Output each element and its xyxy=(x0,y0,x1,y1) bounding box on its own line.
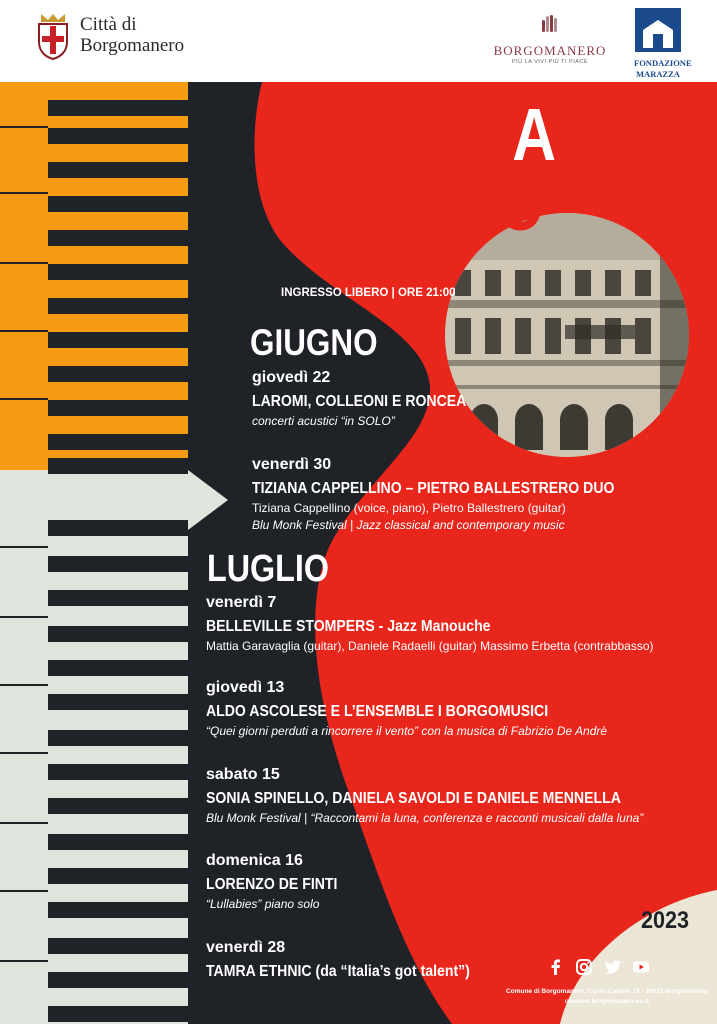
header-bar xyxy=(0,0,717,82)
piano-black-key xyxy=(48,660,188,676)
event-date: venerdì 7 xyxy=(206,594,277,611)
event-item xyxy=(252,368,496,430)
year: 2023 xyxy=(641,907,690,934)
piano-black-key xyxy=(48,868,188,884)
event-title xyxy=(206,961,470,983)
event-detail: concerti acustici “in SOLO” xyxy=(252,414,395,428)
piano-key-separator xyxy=(0,616,48,618)
month-july: LUGLIO xyxy=(207,548,330,590)
social-links xyxy=(547,958,656,981)
event-detail: Blu Monk Festival | “Raccontami la luna, conferenza e racconti musicali dalla luna” xyxy=(206,811,644,825)
footer xyxy=(502,987,712,1007)
event-detail: “Quei giorni perduti a rincorrere il vento” con la musica di Fabrizio De Andrè xyxy=(206,724,608,738)
event-item xyxy=(206,678,607,740)
piano-black-key xyxy=(48,798,188,814)
event-item xyxy=(206,765,677,827)
piano-black-key xyxy=(48,590,188,606)
piano-black-key xyxy=(48,834,188,850)
piano-key-separator xyxy=(0,126,48,128)
piano-black-key xyxy=(48,730,188,746)
event-title: LORENZO DE FINTI xyxy=(206,876,338,893)
piano-black-key xyxy=(48,1006,188,1022)
piano-black-key xyxy=(48,520,188,536)
bm-logo-name: BORGOMANERO xyxy=(493,43,607,58)
piano-black-key xyxy=(48,196,188,212)
entry-info: INGRESSO LIBERO | ORE 21:00 xyxy=(281,287,456,299)
city-name xyxy=(80,14,184,56)
event-title: BELLEVILLE STOMPERS - Jazz Manouche xyxy=(206,618,491,635)
piano-black-key xyxy=(48,972,188,988)
piano-black-key xyxy=(48,230,188,246)
piano-black-key xyxy=(48,128,188,144)
fondazione-marazza-logo xyxy=(634,8,692,79)
footer-website[interactable]: comune.borgomanero.no.it xyxy=(564,998,650,1005)
event-item xyxy=(206,851,355,913)
piano-black-key xyxy=(48,902,188,918)
event-date: giovedì 13 xyxy=(206,679,285,696)
borgomanero-logo xyxy=(490,14,610,65)
event-detail-2: Blu Monk Festival | Jazz classical and contemporary music xyxy=(252,518,565,532)
piano-key-separator xyxy=(0,192,48,194)
city-name-line2: Borgomanero xyxy=(80,35,185,56)
piano-key-separator xyxy=(0,960,48,962)
event-date: giovedì 22 xyxy=(252,369,331,386)
event-title: TIZIANA CAPPELLINO – PIETRO BALLESTRERO DUO xyxy=(252,480,615,497)
piano-black-key xyxy=(48,694,188,710)
hand-logo-icon xyxy=(540,14,560,36)
event-date: domenica 16 xyxy=(206,852,303,869)
event-detail: “Lullabies” piano solo xyxy=(206,897,320,911)
month-june: GIUGNO xyxy=(250,322,378,363)
title-line2: PALAZZO xyxy=(272,163,543,246)
event-title-suffix: (da “Italia’s got talent”) xyxy=(315,963,470,980)
footer-address: Comune di Borgomanero, Corso Cavour 16 - 28021 Borgomanero xyxy=(506,988,708,995)
piano-key-separator xyxy=(0,262,48,264)
event-date: venerdì 30 xyxy=(252,456,332,473)
event-item xyxy=(252,455,664,534)
event-detail: Mattia Garavaglia (guitar), Daniele Radaelli (guitar) Massimo Erbetta (contrabbasso) xyxy=(206,639,654,653)
event-date: sabato 15 xyxy=(206,766,280,783)
event-title: SONIA SPINELLO, DANIELA SAVOLDI E DANIELE MENNELLA xyxy=(206,790,621,807)
fm-logo-line1: FONDAZIONE xyxy=(634,58,692,68)
instagram-icon[interactable] xyxy=(575,958,593,976)
marazza-building-icon xyxy=(635,8,681,52)
event-item xyxy=(206,593,654,655)
twitter-icon[interactable] xyxy=(604,958,622,976)
event-item xyxy=(206,938,506,983)
bm-logo-tagline: PIÙ LA VIVI PIÙ TI PIACE xyxy=(511,59,589,65)
piano-key-separator xyxy=(0,684,48,686)
event-title: ALDO ASCOLESE E L’ENSEMBLE I BORGOMUSICI xyxy=(206,703,549,720)
piano-black-key xyxy=(48,400,188,416)
event-date: venerdì 28 xyxy=(206,939,286,956)
piano-black-key xyxy=(48,264,188,280)
city-crest-icon xyxy=(36,12,70,60)
piano-black-key xyxy=(48,100,188,116)
title-line1 xyxy=(272,93,555,176)
piano-key-separator xyxy=(0,398,48,400)
piano-black-key xyxy=(48,162,188,178)
piano-black-key xyxy=(48,434,188,450)
title-word-musica: MUSICA xyxy=(272,93,500,176)
city-name-line1: Città di xyxy=(80,14,137,35)
title-word-a: A xyxy=(512,93,555,176)
piano-key-separator xyxy=(0,752,48,754)
piano-key-separator xyxy=(0,890,48,892)
piano-key-separator xyxy=(0,330,48,332)
event-detail: Tiziana Cappellino (voice, piano), Pietro Ballestrero (guitar) xyxy=(252,501,566,515)
piano-black-key xyxy=(48,938,188,954)
piano-black-key xyxy=(48,366,188,382)
piano-black-key xyxy=(48,556,188,572)
facebook-icon[interactable] xyxy=(547,958,565,976)
piano-black-key xyxy=(48,298,188,314)
event-title-main: TAMRA ETHNIC xyxy=(206,963,312,980)
piano-black-key xyxy=(48,764,188,780)
poster-title xyxy=(272,93,555,246)
piano-key-separator xyxy=(0,822,48,824)
event-title: LAROMI, COLLEONI E RONCEA xyxy=(252,393,467,410)
fm-logo-line2: MARAZZA xyxy=(636,69,680,79)
youtube-icon[interactable] xyxy=(632,958,650,976)
piano-black-key xyxy=(48,458,188,474)
piano-black-key xyxy=(48,626,188,642)
piano-key-separator xyxy=(0,546,48,548)
piano-black-key xyxy=(48,332,188,348)
